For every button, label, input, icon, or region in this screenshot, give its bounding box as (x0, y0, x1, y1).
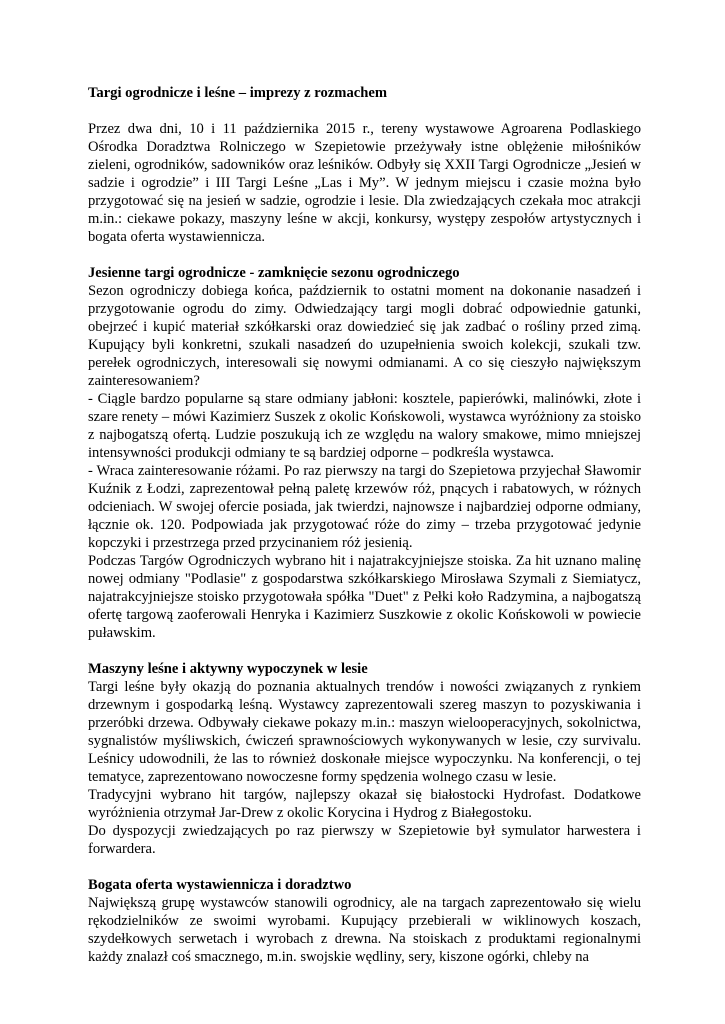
section-heading: Maszyny leśne i aktywny wypoczynek w lesie (88, 661, 368, 677)
section-garden-fair (88, 264, 641, 642)
document-body (88, 84, 641, 984)
article-title: Targi ogrodnicze i leśne – imprezy z rozmachem (88, 85, 387, 101)
paragraph: - Wraca zainteresowanie różami. Po raz pierwszy na targi do Szepietowa przyjechał Sławomir Kuźnik z Łodzi, zaprezentował pełną paletę krzewów róż, pnących i rabatowych, w różnych odcieniach. W swojej ofercie posiada, jak twierdzi, najnowsze i najbardziej odporne odmiany, łącznie ok. 120. Podpowiada jak przygotować róże do zimy – trzeba przygotować jedynie kopczyki i przestrzega przed przycinaniem róż jesienią. (88, 463, 641, 551)
section-forest-machines (88, 660, 641, 858)
intro-paragraph: Przez dwa dni, 10 i 11 października 2015 r., tereny wystawowe Agroarena Podlaskiego Ośrodka Doradztwa Rolniczego w Szepietowie przeżywały istne oblężenie miłośników zieleni, ogrodników, sadowników oraz leśników. Odbyły się XXII Targi Ogrodnicze „Jesień w sadzie i ogrodzie” i III Targi Leśne „Las i My”. W jednym miejscu i czasie można było przygotować się na jesień w sadzie, ogrodzie i lesie. Dla zwiedzających czekała moc atrakcji m.in.: ciekawe pokazy, maszyny leśne w akcji, konkursy, występy zespołów artystycznych i bogata oferta wystawiennicza. (88, 121, 641, 245)
paragraph: - Ciągle bardzo popularne są stare odmiany jabłoni: kosztele, papierówki, malinówki, złote i szare renety – mówi Kazimierz Suszek z okolic Końskowoli, wystawca wyróżniony za stoisko z najbogatszą ofertą. Ludzie poszukują ich ze względu na walory smakowe, mimo mniejszej intensywności produkcji odmiany te są bardziej odporne – podkreśla wystawca. (88, 391, 641, 461)
paragraph: Targi leśne były okazją do poznania aktualnych trendów i nowości związanych z rynkiem drzewnym i gospodarką leśną. Wystawcy zaprezentowali szereg maszyn to pozyskiwania i przeróbki drzewa. Odbywały ciekawe pokazy m.in.: maszyn wielooperacyjnych, sokolnictwa, sygnalistów myśliwskich, ćwiczeń sprawnościowych wykonywanych w lesie, czy survivalu. Leśnicy udowodnili, że las to również doskonałe miejsce wypoczynku. Na konferencji, o tej tematyce, zaprezentowano nowoczesne formy spędzenia wolnego czasu w lesie. (88, 679, 641, 785)
paragraph: Do dyspozycji zwiedzających po raz pierwszy w Szepietowie był symulator harwestera i forwardera. (88, 823, 641, 857)
paragraph: Sezon ogrodniczy dobiega końca, październik to ostatni moment na dokonanie nasadzeń i przygotowanie ogrodu do zimy. Odwiedzający targi mogli dobrać odpowiednie gatunki, obejrzeć i kupić materiał szkółkarski oraz dowiedzieć się jak zadbać o rośliny przed zimą. Kupujący byli konkretni, szukali nasadzeń do uzupełnienia swoich kolekcji, szukali tzw. perełek ogrodniczych, interesowali się nowymi odmianami. A co się cieszyło największym zainteresowaniem? (88, 283, 641, 389)
paragraph: Tradycyjni wybrano hit targów, najlepszy okazał się białostocki Hydrofast. Dodatkowe wyróżnienia otrzymał Jar-Drew z okolic Korycina i Hydrog z Białegostoku. (88, 787, 641, 821)
paragraph: Podczas Targów Ogrodniczych wybrano hit i najatrakcyjniejsze stoiska. Za hit uznano malinę nowej odmiany "Podlasie" z gospodarstwa szkółkarskiego Mirosława Szymali z Siemiatycz, najatrakcyjniejsze stoisko przygotowała spółka "Duet" z Pełki koło Radzymina, a najbogatszą ofertę targową zaoferowali Henryka i Kazimierz Suszkowie z okolic Końskowoli w powiecie puławskim. (88, 553, 641, 641)
section-exhibition-offer (88, 876, 641, 966)
section-heading: Jesienne targi ogrodnicze - zamknięcie sezonu ogrodniczego (88, 265, 460, 281)
section-heading: Bogata oferta wystawiennicza i doradztwo (88, 877, 352, 893)
paragraph: Największą grupę wystawców stanowili ogrodnicy, ale na targach zaprezentowało się wielu rękodzielników ze swoimi wyrobami. Kupujący przebierali w wiklinowych koszach, szydełkowych serwetach i wyrobach z drewna. Na stoiskach z produktami regionalnymi każdy znalazł coś smacznego, m.in. swojskie wędliny, sery, kiszone ogórki, chleby na (88, 895, 641, 965)
